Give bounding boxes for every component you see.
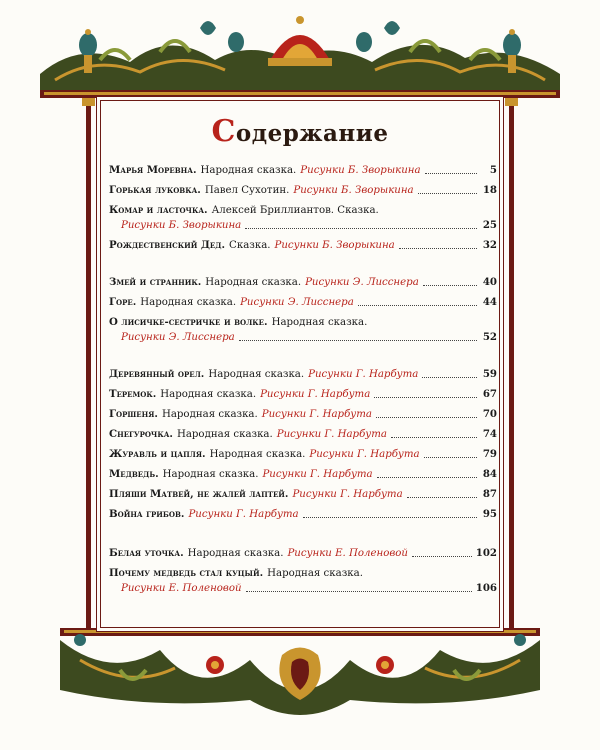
entry-page-number: 40 [482,276,497,288]
toc-entry-continuation [109,218,497,233]
entry-illustrator: Рисунки Г. Нарбута [292,489,403,500]
entry-description: Народная сказка. [176,429,273,440]
entry-page-number: 18 [482,184,497,196]
toc-entry [109,203,497,218]
entry-page-number: 95 [482,508,497,520]
entry-illustrator: Рисунки Е. Поленовой [121,583,242,594]
entry-title: Марья Моревна. [109,164,197,176]
toc-entry [109,387,497,402]
entry-title: Горшеня. [109,408,158,420]
toc-entry [109,238,497,253]
entry-title: Горе. [109,296,137,308]
entry-description: Алексей Бриллиантов. Сказка. [211,205,379,216]
entry-page-number: 32 [482,239,497,251]
toc-entry [109,163,497,178]
entry-title: Змей и странник. [109,276,202,288]
entry-illustrator: Рисунки Э. Лисснера [121,332,235,343]
leader-dots [424,457,477,458]
entry-page-number: 59 [482,368,497,380]
entry-title: Журавль и цапля. [109,448,206,460]
leader-dots [246,591,472,592]
toc-entry [109,467,497,482]
entry-title: Медведь. [109,468,159,480]
leader-dots [399,248,477,249]
entry-description: Народная сказка. [160,389,257,400]
leader-dots [358,305,477,306]
entry-page-number: 70 [482,408,497,420]
toc-entry [109,183,497,198]
toc-entry [109,367,497,382]
bottom-ornament [60,628,540,715]
entry-title: Деревянный орел. [109,368,205,380]
toc-entry [109,315,497,330]
entry-description: Народная сказка. [187,548,284,559]
toc-entry [109,566,497,581]
leader-dots [391,437,477,438]
entry-page-number: 74 [482,428,497,440]
entry-illustrator: Рисунки Э. Лисснера [240,297,354,308]
group-spacer [109,253,497,275]
top-ornament [40,16,560,98]
entry-illustrator: Рисунки Г. Нарбута [261,409,372,420]
entry-illustrator: Рисунки Б. Зворыкина [121,220,242,231]
entry-title: О лисичке-сестричке и волке. [109,316,268,328]
leader-dots [245,228,477,229]
entry-title: Горькая луковка. [109,184,201,196]
entry-page-number: 79 [482,448,497,460]
toc-entry [109,407,497,422]
entry-page-number: 67 [482,388,497,400]
entry-title: Пляши Матвей, не жалей лаптей. [109,488,289,500]
toc-entry [109,275,497,290]
leader-dots [423,285,477,286]
leader-dots [376,417,477,418]
entry-illustrator: Рисунки Г. Нарбута [309,449,420,460]
entry-illustrator: Рисунки Г. Нарбута [276,429,387,440]
entry-title: Война грибов. [109,508,185,520]
toc-entry [109,427,497,442]
toc-entry [109,487,497,502]
leader-dots [422,377,477,378]
toc-entry-continuation [109,581,497,596]
leader-dots [374,397,477,398]
toc-entry [109,507,497,522]
entry-description: Сказка. [229,240,271,251]
title-initial: С [211,114,236,149]
entry-illustrator: Рисунки Б. Зворыкина [293,185,414,196]
entry-illustrator: Рисунки Б. Зворыкина [274,240,395,251]
entry-page-number: 25 [482,219,497,231]
entry-title: Комар и ласточка. [109,204,208,216]
entry-title: Рождественский Дед. [109,239,226,251]
toc-entry [109,546,497,561]
entry-illustrator: Рисунки Е. Поленовой [287,548,408,559]
entry-page-number: 87 [482,488,497,500]
leader-dots [407,497,477,498]
entry-title: Почему медведь стал куцый. [109,567,264,579]
leader-dots [425,173,477,174]
entry-title: Снегурочка. [109,428,173,440]
entry-illustrator: Рисунки Г. Нарбута [262,469,373,480]
leader-dots [377,477,477,478]
toc-entry [109,295,497,310]
toc-entry [109,447,497,462]
entry-description: Народная сказка. [162,469,259,480]
toc-entry-continuation [109,330,497,345]
entry-page-number: 106 [475,582,497,594]
entry-description: Народная сказка. [200,165,297,176]
entry-page-number: 44 [482,296,497,308]
entry-illustrator: Рисунки Г. Нарбута [260,389,371,400]
entry-description: Народная сказка. [271,317,368,328]
entry-illustrator: Рисунки Г. Нарбута [188,509,299,520]
leader-dots [303,517,477,518]
group-spacer [109,345,497,367]
group-spacer [109,522,497,546]
entry-page-number: 52 [482,331,497,343]
entry-description: Народная сказка. [205,277,302,288]
entry-title: Теремок. [109,388,157,400]
entry-page-number: 102 [475,547,497,559]
entry-illustrator: Рисунки Б. Зворыкина [300,165,421,176]
entry-description: Народная сказка. [209,449,306,460]
entry-description: Народная сказка. [267,568,363,579]
leader-dots [418,193,477,194]
page-title [0,114,600,149]
leader-dots [239,340,477,341]
entry-page-number: 84 [482,468,497,480]
entry-illustrator: Рисунки Э. Лисснера [305,277,419,288]
table-of-contents [109,163,497,596]
entry-illustrator: Рисунки Г. Нарбута [308,369,419,380]
title-rest: одержание [235,120,389,147]
entry-title: Белая уточка. [109,547,184,559]
entry-description: Народная сказка. [140,297,237,308]
entry-page-number: 5 [489,164,497,176]
entry-description: Народная сказка. [161,409,258,420]
leader-dots [412,556,472,557]
entry-description: Павел Сухотин. [204,185,290,196]
entry-description: Народная сказка. [208,369,305,380]
